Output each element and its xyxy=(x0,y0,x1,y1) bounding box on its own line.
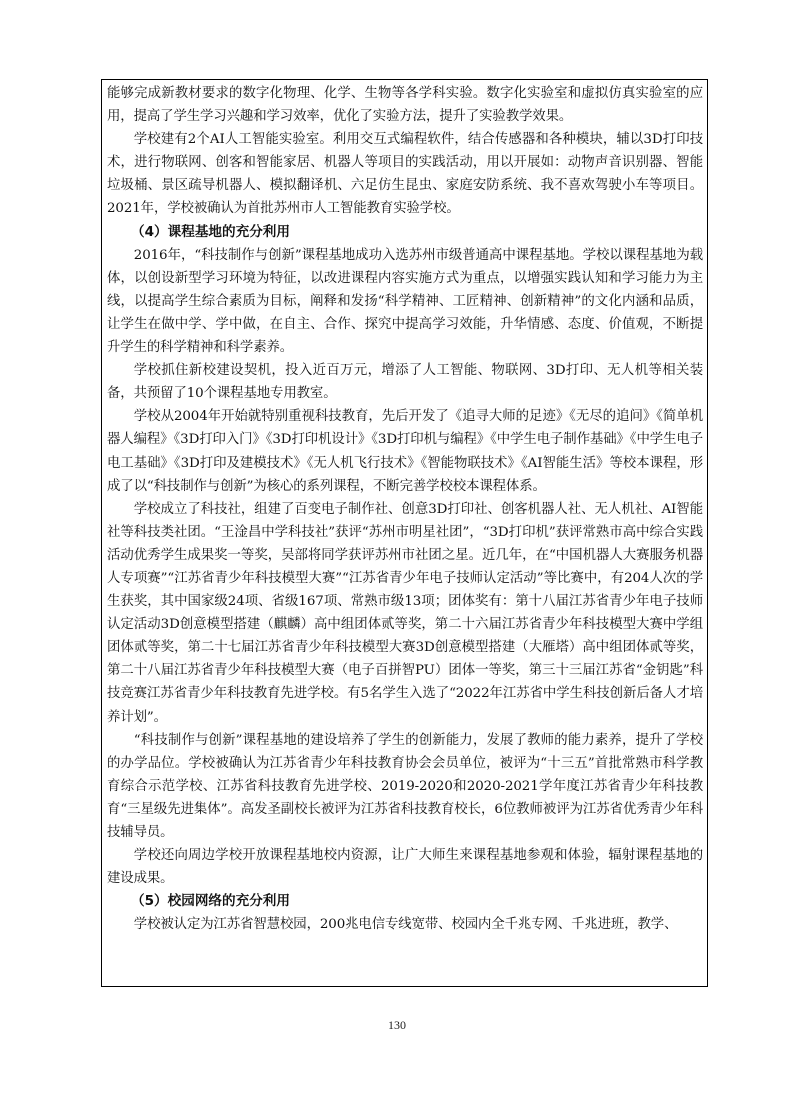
section-heading: （4）课程基地的充分利用 xyxy=(131,223,290,240)
section-heading: （5）校园网络的充分利用 xyxy=(131,893,290,910)
page-number: 130 xyxy=(388,1018,406,1032)
paragraph: 学校成立了科技社，组建了百变电子制作社、创意3D打印社、创客机器人社、无人机社、AI智能社等科技类社团。“王淦昌中学科技社”获评“苏州市明星社团”，“3D打印机”获评常熟市高中综合实践活动优秀学生成果奖一等奖，吴部将同学获评苏州市社团之星。近几年，在“中国机器人大赛服务机器人专项赛”“江苏省青少年科技模型大赛”“江苏省青少年电子技师认定活动”等比赛中，有204人次的学生获奖，其中国家级24项、省级167项、常熟市级13项；团体奖有：第十八届江苏省青少年电子技师认定活动3D创意模型搭建（麒麟）高中组团体贰等奖，第二十六届江苏省青少年科技模型大赛中学组团体贰等奖，第二十七届江苏省青少年科技模型大赛3D创意模型搭建（大雁塔）高中组团体贰等奖，第二十八届江苏省青少年科技模型大赛（电子百拼智PU）团体一等奖，第三十三届江苏省“金钥匙”科技竞赛江苏省青少年科技教育先进学校。有5名学生入选了“2022年江苏省中学生科技创新后备人才培养计划”。 xyxy=(107,501,703,725)
paragraph: 学校还向周边学校开放课程基地校内资源，让广大师生来课程基地参观和体验，辐射课程基地的建设成果。 xyxy=(107,848,703,887)
paragraph: 学校从2004年开始就特别重视科技教育，先后开发了《追寻大师的足迹》《无尽的追问》《简单机器人编程》《3D打印入门》《3D打印机设计》《3D打印机与编程》《中学生电子制作基础》《中学生电子电工基础》《3D打印及建模技术》《无人机飞行技术》《智能物联技术》《AI智能生活》等校本课程，形成了以“科技制作与创新”为核心的系列课程，不断完善学校校本课程体系。 xyxy=(107,409,703,494)
paragraph: 能够完成新教材要求的数字化物理、化学、生物等各学科实验。数字化实验室和虚拟仿真实验室的应用，提高了学生学习兴趣和学习效率，优化了实验方法，提升了实验教学效果。 xyxy=(107,86,703,125)
paragraph: 学校抓住新校建设契机，投入近百万元，增添了人工智能、物联网、3D打印、无人机等相关装备，共预留了10个课程基地专用教室。 xyxy=(107,363,703,402)
document-body xyxy=(107,82,703,936)
paragraph: 2016年，“科技制作与创新”课程基地成功入选苏州市级普通高中课程基地。学校以课程基地为载体，以创设新型学习环境为特征，以改进课程内容实施方式为重点，以增强实践认知和学习能力为主线，以提高学生综合素质为目标，阐释和发扬“科学精神、工匠精神、创新精神”的文化内涵和品质，让学生在做中学、学中做，在自主、合作、探究中提高学习效能，升华情感、态度、价值观，不断提升学生的科学精神和科学素养。 xyxy=(107,247,703,356)
paragraph: 学校被认定为江苏省智慧校园，200兆电信专线宽带、校园内全千兆专网、千兆进班，教学、 xyxy=(133,917,678,933)
paragraph: “科技制作与创新”课程基地的建设培养了学生的创新能力，发展了教师的能力素养，提升了学校的办学品位。学校被确认为江苏省青少年科技教育协会会员单位，被评为“十三五”首批常熟市科学教育综合示范学校、江苏省科技教育先进学校、2019-2020和2020-2021学年度江苏省青少年科技教育“三星级先进集体”。高发圣副校长被评为江苏省科技教育校长，6位教师被评为江苏省优秀青少年科技辅导员。 xyxy=(107,732,703,840)
paragraph: 学校建有2个AI人工智能实验室。利用交互式编程软件，结合传感器和各种模块，辅以3D打印技术，进行物联网、创客和智能家居、机器人等项目的实践活动，用以开展如：动物声音识别器、智能垃圾桶、景区疏导机器人、模拟翻译机、六足仿生昆虫、家庭安防系统、我不喜欢驾驶小车等项目。2021年，学校被确认为首批苏州市人工智能教育实验学校。 xyxy=(107,132,703,217)
